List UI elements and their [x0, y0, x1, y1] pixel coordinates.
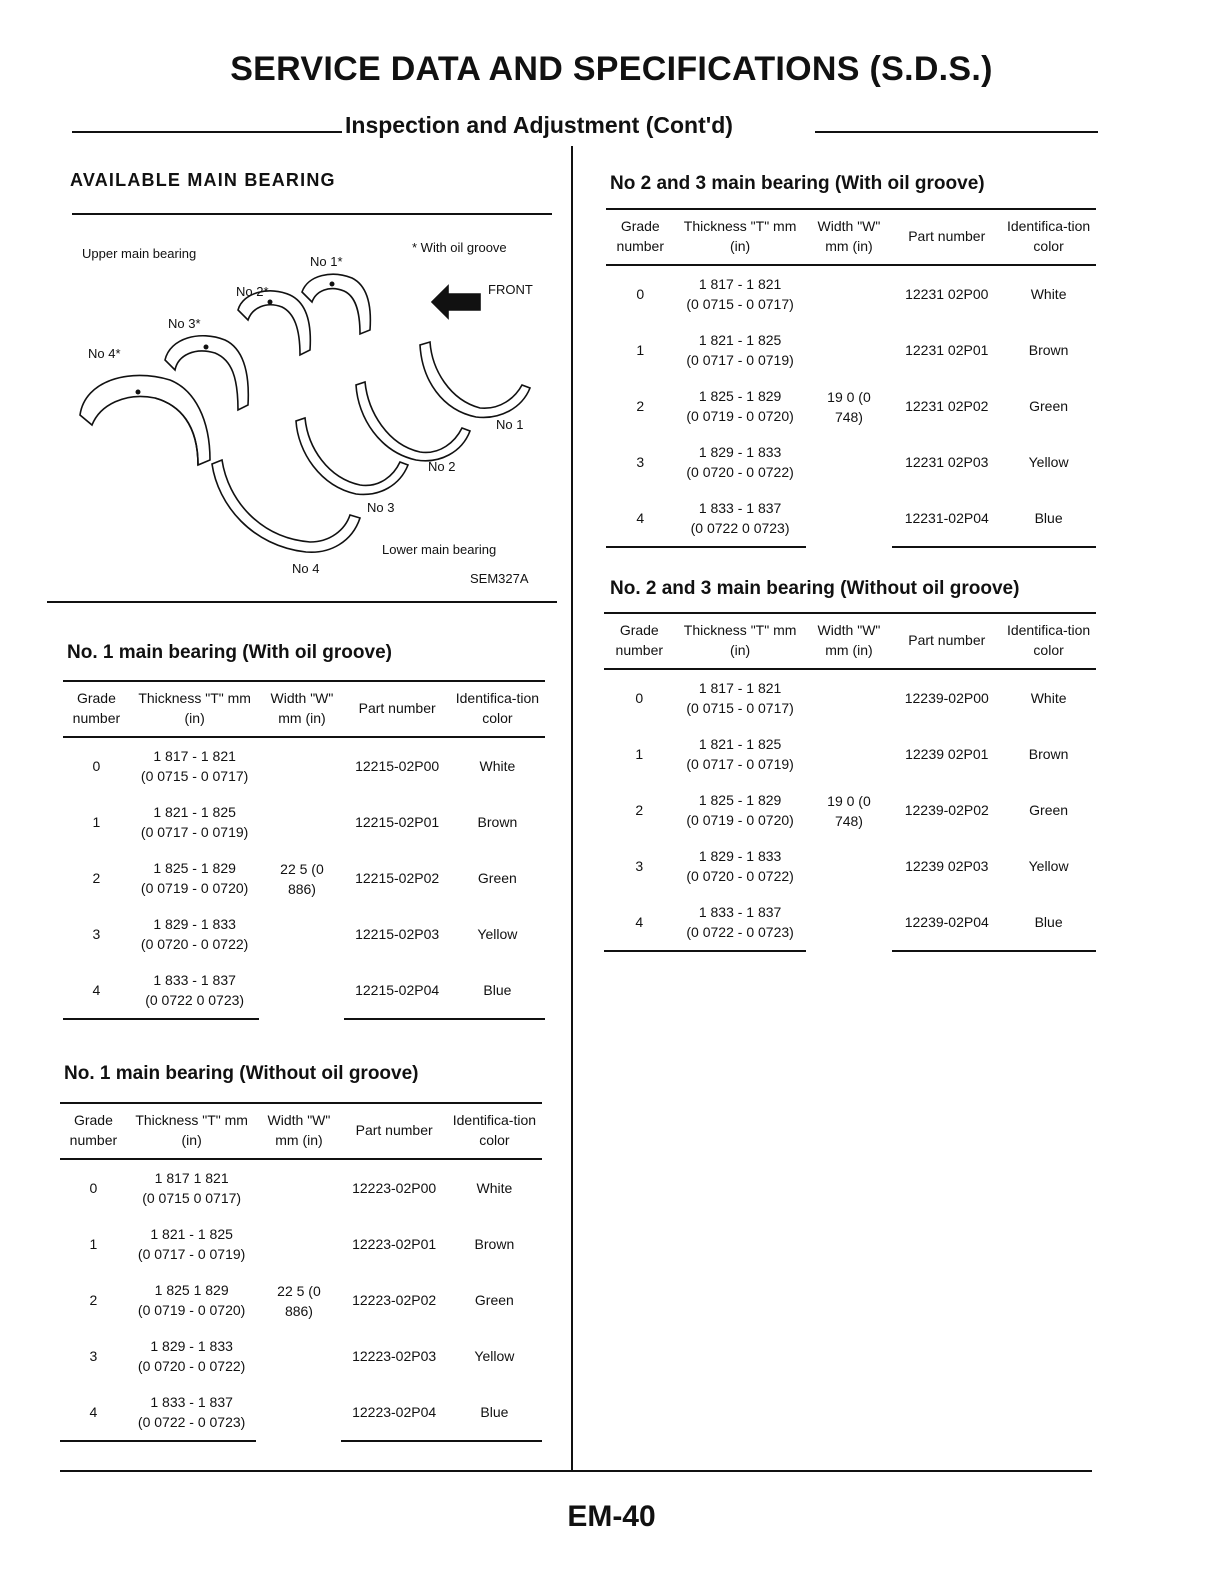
color-cell: Yellow	[1028, 454, 1069, 470]
grade-cell: 0	[89, 1180, 98, 1196]
color-cell: Blue	[450, 962, 545, 1019]
thickness-mm: 1 833 - 1 837	[698, 500, 782, 516]
grade-cell: 1	[635, 746, 644, 762]
lower-bearing-label: Lower main bearing	[382, 542, 497, 557]
header-width: Width "W" mm (in)	[806, 613, 893, 669]
thickness-cell	[127, 1159, 257, 1216]
thickness-mm: 1 833 - 1 837	[153, 972, 236, 988]
part-cell: 12231 02P03	[905, 454, 989, 470]
grade-cell: 4	[60, 1384, 127, 1441]
header-grade: Grade number	[606, 209, 675, 265]
header-part: Part number	[344, 681, 449, 737]
table-title-no1-without-groove: No. 1 main bearing (Without oil groove)	[64, 1063, 419, 1084]
page-subtitle: Inspection and Adjustment (Cont'd)	[345, 112, 733, 138]
grade-cell: 3	[89, 1348, 98, 1364]
grade-cell: 2	[89, 1292, 98, 1308]
upper-no4-label: No 4*	[88, 346, 121, 361]
thickness-cell	[675, 726, 806, 782]
header-grade: Grade number	[604, 613, 675, 669]
grade-cell: 2	[92, 870, 101, 886]
thickness-cell	[127, 1272, 257, 1328]
part-cell: 12223-02P04	[341, 1384, 446, 1441]
thickness-mm: 1 829 - 1 833	[698, 444, 782, 460]
grade-cell: 0	[636, 286, 645, 302]
thickness-in: (0 0717 - 0 0719)	[686, 352, 794, 368]
thickness-mm: 1 817 - 1 821	[698, 276, 782, 292]
thickness-mm: 1 825 1 829	[154, 1282, 229, 1298]
width-value: 19 0 (0 748)	[827, 388, 871, 425]
part-cell: 12215-02P03	[355, 926, 440, 942]
table-row	[60, 1159, 542, 1216]
color-cell: Yellow	[477, 926, 518, 942]
header-color: Identifica-tion color	[447, 1103, 542, 1159]
part-cell: 12223-02P03	[352, 1348, 437, 1364]
table-row	[604, 669, 1096, 726]
page-number: EM-40	[567, 1500, 656, 1533]
color-cell: Blue	[447, 1384, 542, 1441]
color-cell: White	[476, 1180, 513, 1196]
thickness-cell	[675, 378, 806, 434]
thickness-cell	[675, 894, 806, 951]
color-cell: Brown	[1028, 342, 1069, 358]
part-cell: 12239 02P01	[905, 746, 989, 762]
part-cell: 12223-02P01	[352, 1236, 437, 1252]
grade-cell: 2	[636, 398, 645, 414]
thickness-mm: 1 821 - 1 825	[698, 332, 782, 348]
header-width: Width "W" mm (in)	[256, 1103, 341, 1159]
thickness-mm: 1 825 - 1 829	[153, 860, 236, 876]
width-value: 19 0 (0 748)	[827, 792, 871, 829]
color-cell: White	[1030, 690, 1067, 706]
grade-cell: 3	[636, 454, 645, 470]
thickness-in: (0 0715 0 0717)	[142, 1190, 242, 1206]
thickness-in: (0 0720 - 0 0722)	[686, 868, 794, 884]
bearing-diagram	[60, 220, 560, 600]
width-value: 22 5 (0 886)	[277, 1282, 321, 1319]
header-thickness: Thickness "T" mm (in)	[130, 681, 260, 737]
thickness-in: (0 0719 - 0 0720)	[686, 408, 794, 424]
part-cell: 12231 02P01	[905, 342, 989, 358]
thickness-cell	[130, 906, 260, 962]
part-cell: 12223-02P00	[352, 1180, 437, 1196]
color-cell: White	[479, 758, 516, 774]
thickness-in: (0 0720 - 0 0722)	[137, 1358, 246, 1374]
thickness-in: (0 0717 - 0 0719)	[137, 1246, 246, 1262]
thickness-in: (0 0722 0 0723)	[145, 992, 245, 1008]
thickness-in: (0 0715 - 0 0717)	[686, 296, 794, 312]
thickness-cell	[675, 265, 806, 322]
color-cell: Brown	[1028, 746, 1069, 762]
figure-code: SEM327A	[470, 571, 529, 586]
thickness-in: (0 0720 - 0 0722)	[140, 936, 249, 952]
part-cell: 12215-02P02	[355, 870, 440, 886]
thickness-cell	[130, 737, 260, 794]
part-cell: 12231 02P02	[905, 398, 989, 414]
table-row	[63, 737, 545, 794]
subtitle-rule-right	[815, 131, 1098, 133]
thickness-mm: 1 821 - 1 825	[698, 736, 782, 752]
color-cell: Green	[474, 1292, 514, 1308]
part-cell: 12223-02P02	[352, 1292, 437, 1308]
thickness-cell	[130, 962, 260, 1019]
lower-no3-label: No 3	[367, 500, 395, 515]
thickness-mm: 1 821 - 1 825	[150, 1226, 233, 1242]
part-cell: 12231-02P04	[892, 490, 1001, 547]
color-cell: Green	[1029, 398, 1069, 414]
color-cell: White	[1030, 286, 1067, 302]
width-cell	[806, 265, 893, 547]
thickness-cell	[675, 782, 806, 838]
part-cell: 12231 02P00	[905, 286, 989, 302]
part-cell: 12215-02P00	[355, 758, 440, 774]
part-cell: 12239 02P03	[905, 858, 989, 874]
upper-bearing-no4	[80, 375, 210, 465]
upper-bearing-no2	[238, 291, 310, 355]
table-no1-with-groove	[63, 680, 545, 1020]
grade-cell: 0	[92, 758, 101, 774]
thickness-in: (0 0722 0 0723)	[690, 520, 790, 536]
thickness-cell	[675, 490, 806, 547]
thickness-in: (0 0719 - 0 0720)	[140, 880, 249, 896]
thickness-cell	[675, 322, 806, 378]
thickness-mm: 1 825 - 1 829	[698, 792, 782, 808]
width-cell	[259, 737, 344, 1019]
part-cell: 12239-02P02	[904, 802, 989, 818]
part-cell: 12239-02P00	[904, 690, 989, 706]
thickness-mm: 1 829 - 1 833	[150, 1338, 233, 1354]
subtitle-rule-left	[72, 131, 342, 133]
table-title-no23-with-groove: No 2 and 3 main bearing (With oil groove)	[610, 173, 985, 194]
color-cell: Brown	[474, 1236, 515, 1252]
grade-cell: 3	[92, 926, 101, 942]
thickness-in: (0 0719 - 0 0720)	[137, 1302, 246, 1318]
header-part: Part number	[341, 1103, 446, 1159]
thickness-cell	[675, 838, 806, 894]
thickness-in: (0 0715 - 0 0717)	[140, 768, 249, 784]
front-arrow-icon	[432, 286, 480, 318]
thickness-cell	[675, 434, 806, 490]
page-title: SERVICE DATA AND SPECIFICATIONS (S.D.S.)	[230, 50, 993, 88]
front-label: FRONT	[488, 282, 533, 297]
table-title-no23-without-groove: No. 2 and 3 main bearing (Without oil groove)	[610, 578, 1020, 599]
table-no23-with-groove	[606, 208, 1096, 548]
grade-cell: 3	[635, 858, 644, 874]
width-value: 22 5 (0 886)	[280, 860, 324, 897]
grade-cell: 4	[63, 962, 130, 1019]
thickness-cell	[130, 850, 260, 906]
thickness-in: (0 0719 - 0 0720)	[686, 812, 794, 828]
color-cell: Green	[1029, 802, 1069, 818]
thickness-cell	[675, 669, 806, 726]
width-cell	[806, 669, 893, 951]
part-cell: 12215-02P01	[355, 814, 440, 830]
lower-bearing-no3	[296, 418, 408, 494]
upper-bearing-no1	[302, 274, 370, 334]
header-width: Width "W" mm (in)	[806, 209, 893, 265]
thickness-mm: 1 817 1 821	[154, 1170, 229, 1186]
grade-cell: 1	[92, 814, 101, 830]
color-cell: Brown	[477, 814, 518, 830]
color-cell: Yellow	[1028, 858, 1069, 874]
upper-no2-label: No 2*	[236, 284, 269, 299]
header-grade: Grade number	[60, 1103, 127, 1159]
table-row	[606, 265, 1096, 322]
header-part: Part number	[892, 613, 1001, 669]
grade-cell: 1	[636, 342, 645, 358]
thickness-in: (0 0717 - 0 0719)	[140, 824, 249, 840]
thickness-in: (0 0717 - 0 0719)	[686, 756, 794, 772]
header-thickness: Thickness "T" mm (in)	[675, 613, 806, 669]
thickness-mm: 1 833 - 1 837	[698, 904, 782, 920]
thickness-cell	[127, 1384, 257, 1441]
header-thickness: Thickness "T" mm (in)	[675, 209, 806, 265]
color-cell: Blue	[1001, 894, 1096, 951]
thickness-mm: 1 817 - 1 821	[153, 748, 236, 764]
bottom-rule	[60, 1470, 1092, 1472]
diagram-top-rule	[72, 213, 552, 215]
color-cell: Green	[477, 870, 517, 886]
grade-cell: 0	[635, 690, 644, 706]
thickness-in: (0 0722 - 0 0723)	[686, 924, 794, 940]
thickness-mm: 1 829 - 1 833	[153, 916, 236, 932]
lower-no2-label: No 2	[428, 459, 456, 474]
width-cell	[256, 1159, 341, 1441]
thickness-in: (0 0720 - 0 0722)	[686, 464, 794, 480]
diagram-bottom-rule	[47, 601, 557, 603]
thickness-cell	[130, 794, 260, 850]
lower-bearing-no4	[212, 460, 360, 552]
upper-bearing-label: Upper main bearing	[82, 246, 197, 261]
thickness-mm: 1 817 - 1 821	[698, 680, 782, 696]
color-cell: Blue	[1001, 490, 1096, 547]
header-color: Identifica-tion color	[450, 681, 545, 737]
header-grade: Grade number	[63, 681, 130, 737]
table-title-no1-with-groove: No. 1 main bearing (With oil groove)	[67, 642, 392, 663]
thickness-mm: 1 833 - 1 837	[150, 1394, 233, 1410]
upper-no1-label: No 1*	[310, 254, 343, 269]
thickness-cell	[127, 1216, 257, 1272]
thickness-mm: 1 821 - 1 825	[153, 804, 236, 820]
grade-cell: 4	[604, 894, 675, 951]
part-cell: 12215-02P04	[344, 962, 449, 1019]
header-width: Width "W" mm (in)	[259, 681, 344, 737]
column-divider	[571, 146, 573, 1472]
lower-bearing-no1	[420, 342, 530, 417]
grade-cell: 2	[635, 802, 644, 818]
table-no1-without-groove	[60, 1102, 542, 1442]
part-cell: 12239-02P04	[892, 894, 1001, 951]
thickness-in: (0 0715 - 0 0717)	[686, 700, 794, 716]
header-color: Identifica-tion color	[1001, 209, 1096, 265]
thickness-cell	[127, 1328, 257, 1384]
thickness-mm: 1 825 - 1 829	[698, 388, 782, 404]
table-no23-without-groove	[604, 612, 1096, 952]
grade-cell: 1	[89, 1236, 98, 1252]
available-heading: AVAILABLE MAIN BEARING	[70, 170, 336, 190]
upper-no3-label: No 3*	[168, 316, 201, 331]
grade-cell: 4	[606, 490, 675, 547]
header-color: Identifica-tion color	[1001, 613, 1096, 669]
thickness-in: (0 0722 - 0 0723)	[137, 1414, 246, 1430]
header-thickness: Thickness "T" mm (in)	[127, 1103, 257, 1159]
thickness-mm: 1 829 - 1 833	[698, 848, 782, 864]
oil-groove-note: * With oil groove	[412, 240, 507, 255]
lower-no1-label: No 1	[496, 417, 524, 432]
color-cell: Yellow	[474, 1348, 515, 1364]
header-part: Part number	[892, 209, 1001, 265]
lower-no4-label: No 4	[292, 561, 320, 576]
